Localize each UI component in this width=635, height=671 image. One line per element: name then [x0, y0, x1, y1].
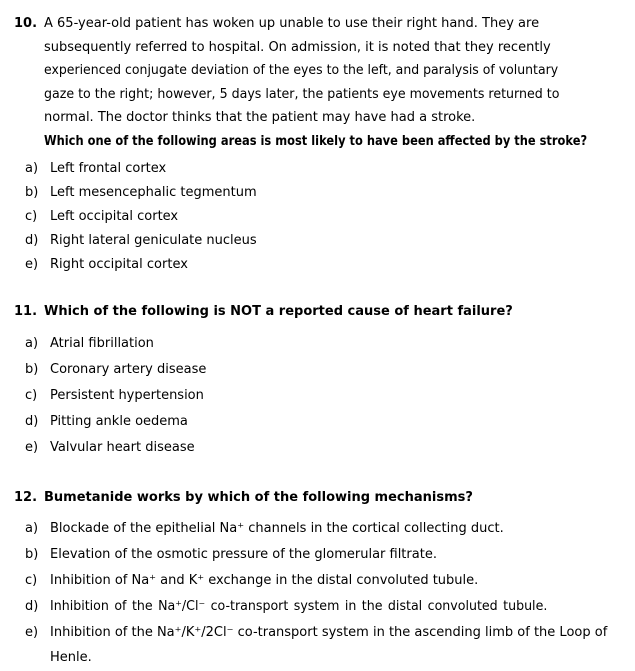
option-row — [25, 383, 631, 408]
option-letter: c) — [25, 387, 38, 403]
option-row — [25, 331, 631, 356]
question-10-header — [14, 12, 631, 153]
option-row — [25, 253, 631, 277]
option-row — [25, 357, 631, 382]
question-stem-line: A 65-year-old patient has woken up unable to use their right hand. They are — [44, 16, 540, 31]
question-10 — [14, 12, 631, 277]
option-row — [25, 181, 631, 205]
option-text: Inhibition of Na⁺ and K⁺ exchange in the distal convoluted tubule. — [50, 573, 479, 588]
question-stem-line: normal. The doctor thinks that the patient may have had a stroke. — [44, 110, 476, 125]
option-text: Blockade of the epithelial Na⁺ channels in the cortical collecting duct. — [50, 521, 504, 536]
option-row — [25, 516, 631, 541]
option-row — [25, 435, 631, 460]
option-text: Inhibition of the Na⁺/K⁺/2Cl⁻ co-transport system in the ascending limb of the Loop of Henle. — [50, 625, 608, 665]
question-11-body — [44, 300, 631, 324]
option-letter: c) — [25, 573, 38, 588]
option-text: Right occipital cortex — [50, 257, 188, 272]
question-prompt: Bumetanide works by which of the following mechanisms? — [44, 489, 473, 505]
option-row — [25, 568, 631, 593]
question-12-body — [44, 486, 631, 510]
option-letter: a) — [25, 521, 39, 536]
option-row — [25, 542, 631, 567]
option-text: Elevation of the osmotic pressure of the glomerular filtrate. — [50, 547, 437, 562]
option-letter: b) — [25, 185, 39, 200]
option-text: Left occipital cortex — [50, 209, 179, 224]
option-row — [25, 620, 631, 670]
option-text: Coronary artery disease — [50, 361, 207, 377]
option-letter: a) — [25, 161, 39, 176]
option-text: Pitting ankle oedema — [50, 413, 188, 429]
option-letter: b) — [25, 547, 39, 562]
question-number: 12. — [14, 489, 38, 505]
option-text: Inhibition of the Na⁺/Cl⁻ co-transport system in the distal convoluted tubule. — [50, 599, 548, 614]
question-11 — [14, 300, 631, 460]
question-number: 10. — [14, 16, 38, 31]
option-text: Left frontal cortex — [50, 161, 167, 176]
question-12 — [14, 486, 631, 671]
option-row — [25, 157, 631, 181]
question-stem-line: gaze to the right; however, 5 days later, the patients eye movements returned to — [44, 86, 560, 102]
option-letter: c) — [25, 209, 38, 224]
question-10-body — [44, 12, 631, 153]
option-row — [25, 594, 631, 619]
question-stem-line: experienced conjugate deviation of the eyes to the left, and paralysis of voluntary — [44, 63, 559, 78]
option-text: Valvular heart disease — [50, 439, 195, 455]
question-11-header — [14, 300, 631, 324]
options-list — [14, 331, 631, 460]
question-stem-line: subsequently referred to hospital. On admission, it is noted that they recently — [44, 39, 551, 55]
option-letter: b) — [25, 361, 39, 377]
option-text: Right lateral geniculate nucleus — [50, 233, 257, 248]
question-prompt: Which one of the following areas is most likely to have been affected by the stroke? — [44, 133, 588, 149]
option-letter: d) — [25, 599, 39, 614]
question-prompt: Which of the following is NOT a reported cause of heart failure? — [44, 304, 513, 319]
option-letter: d) — [25, 413, 39, 429]
option-letter: d) — [25, 233, 39, 248]
options-list — [14, 157, 631, 277]
option-text: Atrial fibrillation — [50, 335, 154, 351]
option-letter: e) — [25, 439, 39, 455]
option-row — [25, 205, 631, 229]
question-number: 11. — [14, 304, 38, 319]
option-text: Persistent hypertension — [50, 387, 204, 403]
options-list — [14, 516, 631, 670]
option-letter: e) — [25, 625, 39, 640]
question-12-header — [14, 486, 631, 510]
option-letter: e) — [25, 257, 39, 272]
option-letter: a) — [25, 335, 39, 351]
option-row — [25, 229, 631, 253]
option-text: Left mesencephalic tegmentum — [50, 185, 257, 200]
option-row — [25, 409, 631, 434]
